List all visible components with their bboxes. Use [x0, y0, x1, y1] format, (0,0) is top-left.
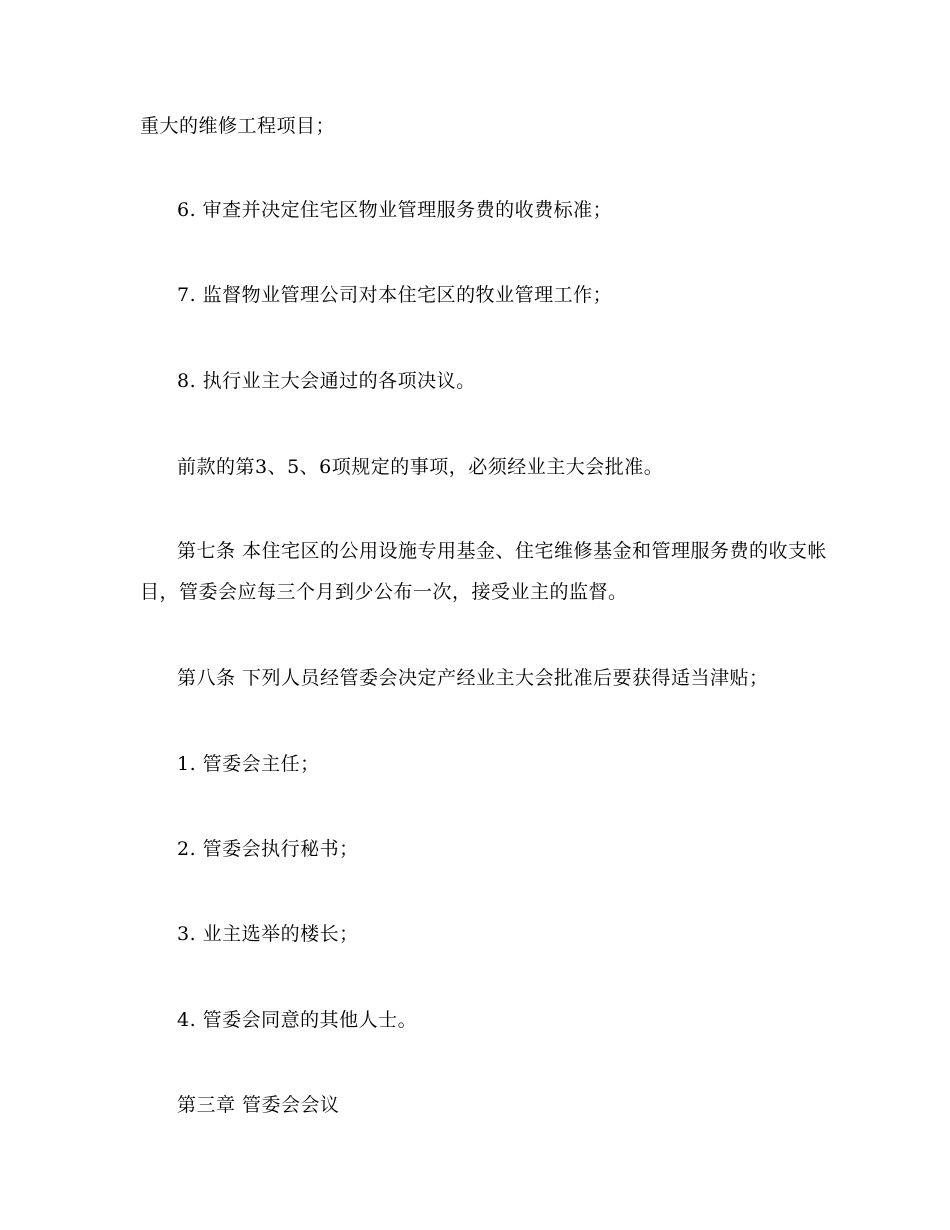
article-8-heading-line: 第八条 下列人员经管委会决定产经业主大会批准后要获得适当津贴； [177, 667, 769, 689]
list-item-8: 8. 执行业主大会通过的各项决议。 [177, 370, 476, 392]
chapter-heading: 第三章 管委会会议 [177, 1094, 340, 1116]
list-item-7: 7. 监督物业管理公司对本住宅区的牧业管理工作； [177, 284, 613, 306]
paragraph-line: 前款的第3、5、6项规定的事项，必须经业主大会批准。 [177, 456, 664, 478]
paragraph-line: 重大的维修工程项目； [140, 115, 336, 137]
paragraph-line: 目，管委会应每三个月到少公布一次，接受业主的监督。 [140, 581, 628, 603]
article-7-heading-line: 第七条 本住宅区的公用设施专用基金、住宅维修基金和管理服务费的收支帐 [177, 540, 828, 562]
list-item-1: 1. 管委会主任； [177, 753, 320, 775]
list-item-4: 4. 管委会同意的其他人士。 [177, 1009, 418, 1031]
list-item-3: 3. 业主选举的楼长； [177, 923, 359, 945]
list-item-6: 6. 审查并决定住宅区物业管理服务费的收费标准； [177, 199, 613, 221]
list-item-2: 2. 管委会执行秘书； [177, 838, 359, 860]
